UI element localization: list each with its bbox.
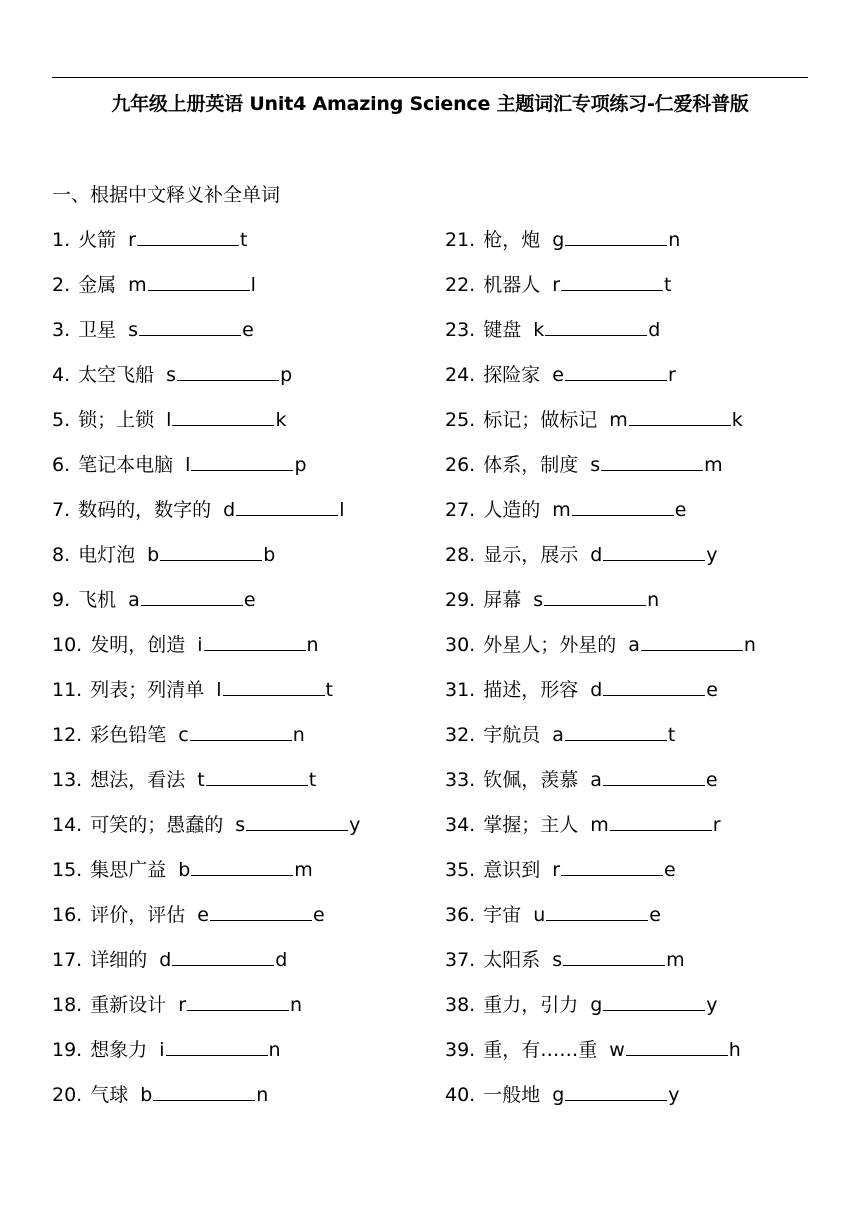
answer-blank[interactable] [563,945,665,966]
answer-blank[interactable] [190,720,292,741]
exercise-item [445,945,756,990]
first-letter: l [216,679,222,701]
exercise-item [445,855,756,900]
first-letter: g [552,1084,565,1106]
last-letter: t [308,769,317,791]
last-letter: t [667,724,676,746]
item-number: 27. [445,499,476,521]
exercise-item [445,1035,756,1080]
exercise-item [52,810,360,855]
exercise-item [445,630,756,675]
exercise-item [52,990,360,1035]
last-letter: y [349,814,361,836]
answer-blank[interactable] [223,675,325,696]
chinese-meaning: 评价，评估 [90,904,186,926]
item-number: 39. [445,1039,476,1061]
last-letter: e [664,859,676,881]
chinese-meaning: 显示，展示 [483,544,579,566]
chinese-meaning: 数码的，数字的 [78,499,212,521]
last-letter: y [706,994,718,1016]
answer-blank[interactable] [139,315,241,336]
item-number: 36. [445,904,476,926]
first-letter: s [552,949,563,971]
item-number: 10. [52,634,83,656]
answer-blank[interactable] [603,990,705,1011]
item-number: 37. [445,949,476,971]
answer-blank[interactable] [544,585,646,606]
item-number: 29. [445,589,476,611]
last-letter: n [256,1084,269,1106]
last-letter: n [743,634,756,656]
chinese-meaning: 重新设计 [90,994,167,1016]
last-letter: e [312,904,325,926]
item-number: 33. [445,769,476,791]
exercise-item [52,540,360,585]
exercise-item [445,405,756,450]
first-letter: e [552,364,564,386]
chinese-meaning: 宇宙 [483,904,522,926]
item-number: 16. [52,904,83,926]
item-number: 34. [445,814,476,836]
chinese-meaning: 电灯泡 [78,544,136,566]
header-rule [52,77,808,78]
exercise-item [445,360,756,405]
chinese-meaning: 发明，创造 [90,634,186,656]
answer-blank[interactable] [561,270,663,291]
exercise-item [52,765,360,810]
answer-blank[interactable] [137,225,239,246]
answer-blank[interactable] [601,450,703,471]
exercise-item [445,675,756,720]
exercise-item [52,1080,360,1125]
exercise-item [52,855,360,900]
chinese-meaning: 人造的 [483,499,541,521]
chinese-meaning: 金属 [78,274,117,296]
chinese-meaning: 描述，形容 [483,679,579,701]
exercise-item [52,360,360,405]
last-letter: p [294,454,307,476]
last-letter: e [674,499,687,521]
first-letter: m [590,814,609,836]
item-number: 32. [445,724,476,746]
answer-blank[interactable] [153,1080,255,1101]
chinese-meaning: 屏幕 [483,589,522,611]
first-letter: a [552,724,564,746]
chinese-meaning: 机器人 [483,274,541,296]
item-number: 14. [52,814,83,836]
last-letter: k [731,409,743,431]
chinese-meaning: 太阳系 [483,949,541,971]
answer-blank[interactable] [204,630,306,651]
last-letter: e [243,589,256,611]
chinese-meaning: 外星人；外星的 [483,634,617,656]
answer-blank[interactable] [246,810,348,831]
answer-blank[interactable] [546,900,648,921]
first-letter: m [552,499,571,521]
last-letter: r [667,364,676,386]
answer-blank[interactable] [191,450,293,471]
exercise-item [445,585,756,630]
last-letter: n [268,1039,281,1061]
item-number: 5. [52,409,71,431]
answer-blank[interactable] [177,360,279,381]
first-letter: b [147,544,160,566]
last-letter: m [666,949,685,971]
exercise-item [52,720,360,765]
chinese-meaning: 意识到 [483,859,541,881]
item-number: 1. [52,229,71,251]
last-letter: e [705,769,718,791]
answer-blank[interactable] [191,855,293,876]
item-number: 8. [52,544,71,566]
answer-blank[interactable] [641,630,743,651]
answer-blank[interactable] [565,225,667,246]
item-number: 23. [445,319,476,341]
exercise-item [445,225,756,270]
exercise-item [445,540,756,585]
chinese-meaning: 火箭 [78,229,117,251]
last-letter: n [668,229,681,251]
chinese-meaning: 想法，看法 [90,769,186,791]
item-number: 13. [52,769,83,791]
chinese-meaning: 一般地 [483,1084,541,1106]
answer-blank[interactable] [166,1035,268,1056]
chinese-meaning: 探险家 [483,364,541,386]
item-number: 30. [445,634,476,656]
chinese-meaning: 钦佩，羡慕 [483,769,579,791]
chinese-meaning: 锁；上锁 [78,409,155,431]
first-letter: s [590,454,601,476]
item-number: 35. [445,859,476,881]
item-number: 24. [445,364,476,386]
answer-blank[interactable] [187,990,289,1011]
exercise-item [52,405,360,450]
exercise-item [52,900,360,945]
chinese-meaning: 重，有……重 [483,1039,598,1061]
first-letter: a [628,634,640,656]
first-letter: c [178,724,189,746]
answer-blank[interactable] [629,405,731,426]
exercise-item [445,270,756,315]
item-number: 12. [52,724,83,746]
chinese-meaning: 详细的 [90,949,148,971]
last-letter: d [648,319,661,341]
item-number: 11. [52,679,83,701]
exercise-item [52,675,360,720]
first-letter: b [178,859,191,881]
last-letter: l [250,274,256,296]
item-number: 17. [52,949,83,971]
exercise-item [445,720,756,765]
item-number: 28. [445,544,476,566]
chinese-meaning: 宇航员 [483,724,541,746]
item-number: 7. [52,499,71,521]
chinese-meaning: 枪，炮 [483,229,541,251]
last-letter: r [712,814,721,836]
answer-blank[interactable] [545,315,647,336]
first-letter: s [128,319,139,341]
first-letter: d [590,679,603,701]
item-number: 6. [52,454,71,476]
first-letter: r [552,859,561,881]
first-letter: r [552,274,561,296]
answer-blank[interactable] [572,495,674,516]
answer-blank[interactable] [565,1080,667,1101]
answer-blank[interactable] [565,360,667,381]
chinese-meaning: 重力，引力 [483,994,579,1016]
first-letter: d [159,949,172,971]
first-letter: l [166,409,172,431]
first-letter: i [197,634,203,656]
exercise-item [52,630,360,675]
exercise-item [445,495,756,540]
chinese-meaning: 太空飞船 [78,364,155,386]
first-letter: r [178,994,187,1016]
last-letter: m [704,454,723,476]
last-letter: d [275,949,288,971]
exercise-item [445,810,756,855]
item-number: 4. [52,364,71,386]
last-letter: n [290,994,303,1016]
last-letter: n [647,589,660,611]
last-letter: t [664,274,672,296]
answer-blank[interactable] [172,405,274,426]
exercise-item [52,945,360,990]
answer-blank[interactable] [160,540,262,561]
answer-blank[interactable] [603,540,705,561]
exercise-item [52,585,360,630]
last-letter: n [306,634,319,656]
item-number: 25. [445,409,476,431]
exercise-item [445,1080,756,1125]
section-heading: 一、根据中文释义补全单词 [52,184,281,206]
last-letter: e [242,319,254,341]
exercise-item [445,765,756,810]
last-letter: n [292,724,305,746]
item-number: 2. [52,274,71,296]
chinese-meaning: 标记；做标记 [483,409,598,431]
chinese-meaning: 笔记本电脑 [78,454,174,476]
exercise-item [52,315,360,360]
last-letter: t [239,229,248,251]
first-letter: r [128,229,136,251]
last-letter: b [263,544,276,566]
exercise-item [445,450,756,495]
item-number: 31. [445,679,476,701]
item-number: 9. [52,589,71,611]
first-letter: l [185,454,191,476]
last-letter: m [294,859,313,881]
answer-blank[interactable] [172,945,274,966]
first-letter: a [128,589,140,611]
chinese-meaning: 飞机 [78,589,117,611]
first-letter: s [166,364,177,386]
last-letter: k [275,409,287,431]
answer-blank[interactable] [141,585,243,606]
right-column [445,225,756,1125]
last-letter: l [339,499,345,521]
first-letter: d [590,544,603,566]
last-letter: e [649,904,661,926]
answer-blank[interactable] [148,270,250,291]
exercise-item [52,225,360,270]
first-letter: g [552,229,565,251]
answer-blank[interactable] [565,720,667,741]
answer-blank[interactable] [210,900,312,921]
last-letter: t [325,679,333,701]
page-title: 九年级上册英语 Unit4 Amazing Science 主题词汇专项练习-仁爱科普版 [111,93,749,115]
chinese-meaning: 体系，制度 [483,454,579,476]
first-letter: d [223,499,236,521]
answer-blank[interactable] [236,495,338,516]
first-letter: g [590,994,603,1016]
chinese-meaning: 想象力 [90,1039,148,1061]
last-letter: y [706,544,718,566]
item-number: 26. [445,454,476,476]
item-number: 22. [445,274,476,296]
first-letter: e [197,904,209,926]
answer-blank[interactable] [626,1035,728,1056]
first-letter: t [197,769,205,791]
first-letter: s [533,589,544,611]
chinese-meaning: 气球 [90,1084,129,1106]
answer-blank[interactable] [610,810,712,831]
item-number: 19. [52,1039,83,1061]
exercise-item [445,900,756,945]
first-letter: m [609,409,628,431]
item-number: 18. [52,994,83,1016]
exercise-item [52,1035,360,1080]
last-letter: h [728,1039,741,1061]
chinese-meaning: 掌握；主人 [483,814,579,836]
exercise-item [445,990,756,1035]
first-letter: k [533,319,545,341]
chinese-meaning: 集思广益 [90,859,167,881]
first-letter: s [235,814,246,836]
answer-blank[interactable] [561,855,663,876]
exercise-item [445,315,756,360]
chinese-meaning: 键盘 [483,319,522,341]
chinese-meaning: 可笑的；愚蠢的 [90,814,224,836]
exercise-item [52,495,360,540]
last-letter: y [668,1084,680,1106]
item-number: 20. [52,1084,83,1106]
first-letter: w [609,1039,625,1061]
item-number: 15. [52,859,83,881]
first-letter: a [590,769,602,791]
chinese-meaning: 彩色铅笔 [90,724,167,746]
answer-blank[interactable] [603,765,705,786]
answer-blank[interactable] [603,675,705,696]
answer-blank[interactable] [206,765,308,786]
first-letter: m [128,274,147,296]
exercise-item [52,270,360,315]
item-number: 38. [445,994,476,1016]
exercise-item [52,450,360,495]
item-number: 21. [445,229,476,251]
first-letter: i [159,1039,165,1061]
left-column [52,225,360,1125]
item-number: 3. [52,319,71,341]
item-number: 40. [445,1084,476,1106]
first-letter: b [140,1084,153,1106]
chinese-meaning: 卫星 [78,319,117,341]
last-letter: p [280,364,293,386]
last-letter: e [706,679,718,701]
first-letter: u [533,904,546,926]
chinese-meaning: 列表；列清单 [90,679,205,701]
